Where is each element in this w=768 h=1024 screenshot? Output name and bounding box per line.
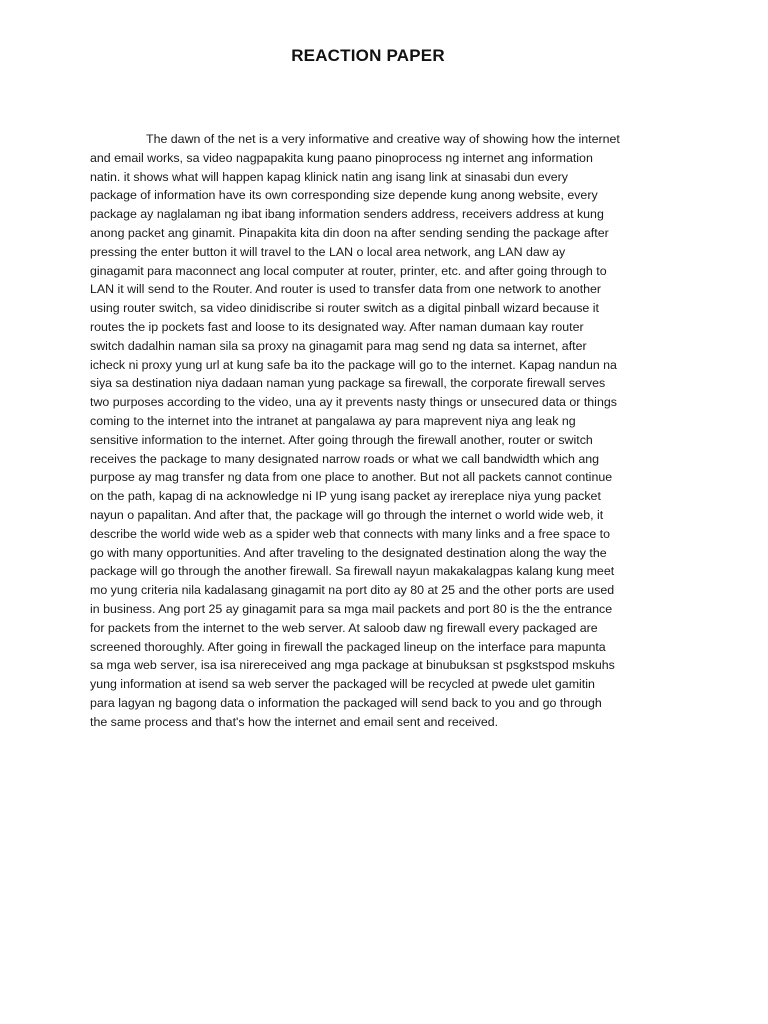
- paragraph-line: [90, 506, 678, 525]
- paragraph-line: [90, 374, 678, 393]
- paragraph-line-text: routes the ip pockets fast and loose to its designated way. After naman dumaan kay router: [90, 319, 584, 334]
- paragraph-line-text: pressing the enter button it will travel to the LAN o local area network, ang LAN daw ay: [90, 244, 566, 259]
- paragraph-line: [90, 243, 678, 262]
- paragraph-line-text: for packets from the internet to the web server. At saloob daw ng firewall every packaged are: [90, 620, 598, 635]
- paragraph-line: [90, 318, 678, 337]
- paragraph-line-text: go with many opportunities. And after traveling to the designated destination along the way the: [90, 545, 607, 560]
- paragraph-line: [90, 412, 678, 431]
- paragraph-line: [90, 205, 678, 224]
- page-title: REACTION PAPER: [291, 46, 445, 65]
- paragraph-line-text: and email works, sa video nagpapakita kung paano pinoprocess ng internet ang information: [90, 150, 593, 165]
- paragraph-line: [90, 356, 678, 375]
- paragraph-line-text: coming to the internet into the intranet at pangalawa ay para maprevent niya ang leak ng: [90, 413, 576, 428]
- paragraph-line: [90, 638, 678, 657]
- paragraph-line-text: LAN it will send to the Router. And router is used to transfer data from one network to another: [90, 282, 602, 297]
- paragraph-line-text: package ay naglalaman ng ibat ibang information senders address, receivers address at kung: [90, 207, 604, 222]
- paragraph-line-text: package will go through the another firewall. Sa firewall nayun makakalagpas kalang kung meet: [90, 564, 615, 579]
- paragraph-line: [90, 337, 678, 356]
- paragraph-line: [90, 280, 678, 299]
- paragraph-line-text: receives the package to many designated narrow roads or what we call bandwidth which ang: [90, 451, 599, 466]
- paragraph-line: [90, 393, 678, 412]
- paragraph-line-text: the same process and that's how the internet and email sent and received.: [90, 714, 499, 729]
- paragraph-line: [90, 544, 678, 563]
- paragraph-line-text: switch dadalhin naman sila sa proxy na ginagamit para mag send ng data sa internet, after: [90, 338, 587, 353]
- paragraph-line: [90, 713, 678, 732]
- paragraph-line: [90, 130, 678, 149]
- paragraph-line: [90, 694, 678, 713]
- paragraph-line: [90, 487, 678, 506]
- paragraph-line-text: The dawn of the net is a very informative and creative way of showing how the internet: [146, 132, 620, 146]
- paragraph-line: [90, 262, 678, 281]
- paragraph-line: [90, 656, 678, 675]
- paragraph-line: [90, 186, 678, 205]
- paragraph-line-text: sensitive information to the internet. After going through the firewall another, router or switch: [90, 432, 593, 447]
- paragraph-line: [90, 450, 678, 469]
- paragraph-line: [90, 581, 678, 600]
- paragraph-line-text: purpose ay mag transfer ng data from one place to another. But not all packets cannot continue: [90, 470, 613, 485]
- paragraph-line: [90, 468, 678, 487]
- paragraph-line: [90, 224, 678, 243]
- paragraph-line-text: on the path, kapag di na acknowledge ni IP yung isang packet ay irereplace niya yung packet: [90, 489, 601, 504]
- paragraph-line-text: nayun o papalitan. And after that, the package will go through the internet o world wide web, it: [90, 507, 604, 522]
- paragraph-line: [90, 525, 678, 544]
- paragraph-line: [90, 149, 678, 168]
- paragraph-line: [90, 619, 678, 638]
- paragraph-line-text: screened thoroughly. After going in firewall the packaged lineup on the interface para mapunta: [90, 639, 606, 654]
- paragraph-line-text: using router switch, sa video dinidiscribe si router switch as a digital pinball wizard because it: [90, 301, 599, 316]
- paragraph-line: [90, 675, 678, 694]
- paragraph-line-text: yung information at isend sa web server the packaged will be recycled at pwede ulet gamitin: [90, 677, 595, 692]
- paragraph-line-text: para lagyan ng bagong data o information the packaged will send back to you and go through: [90, 695, 602, 710]
- paragraph-line-text: siya sa destination niya dadaan naman yung package sa firewall, the corporate firewall serves: [90, 376, 606, 391]
- paragraph-line: [90, 600, 678, 619]
- paragraph-line-text: two purposes according to the video, una ay it prevents nasty things or unsecured data or things: [90, 395, 617, 410]
- paragraph-line-text: anong packet ang ginamit. Pinapakita kita din doon na after sending sending the package after: [90, 225, 609, 240]
- paragraph-line: [90, 562, 678, 581]
- paragraph-line-text: describe the world wide web as a spider web that connects with many links and a free space to: [90, 526, 610, 541]
- paragraph-line-text: in business. Ang port 25 ay ginagamit para sa mga mail packets and port 80 is the the entrance: [90, 601, 613, 616]
- paragraph-line-text: ginagamit para maconnect ang local computer at router, printer, etc. and after going through to: [90, 263, 607, 278]
- paragraph-line: [90, 168, 678, 187]
- paragraph-line-text: mo yung criteria nila kadalasang ginagamit na port dito ay 80 at 25 and the other ports are used: [90, 583, 615, 598]
- paragraph-line-text: icheck ni proxy yung url at kung safe ba ito the package will go to the internet. Kapag nandun na: [90, 357, 617, 372]
- paragraph-line-text: package of information have its own corresponding size depende kung anong website, every: [90, 188, 598, 203]
- paragraph-line-text: natin. it shows what will happen kapag klinick natin ang isang link at sinasabi dun every: [90, 169, 569, 184]
- paragraph-line: [90, 299, 678, 318]
- body-paragraph: [90, 130, 678, 732]
- paragraph-line: [90, 431, 678, 450]
- paragraph-line-text: sa mga web server, isa isa nirereceived ang mga package at binubuksan st psgkstspod mskuhs: [90, 658, 615, 673]
